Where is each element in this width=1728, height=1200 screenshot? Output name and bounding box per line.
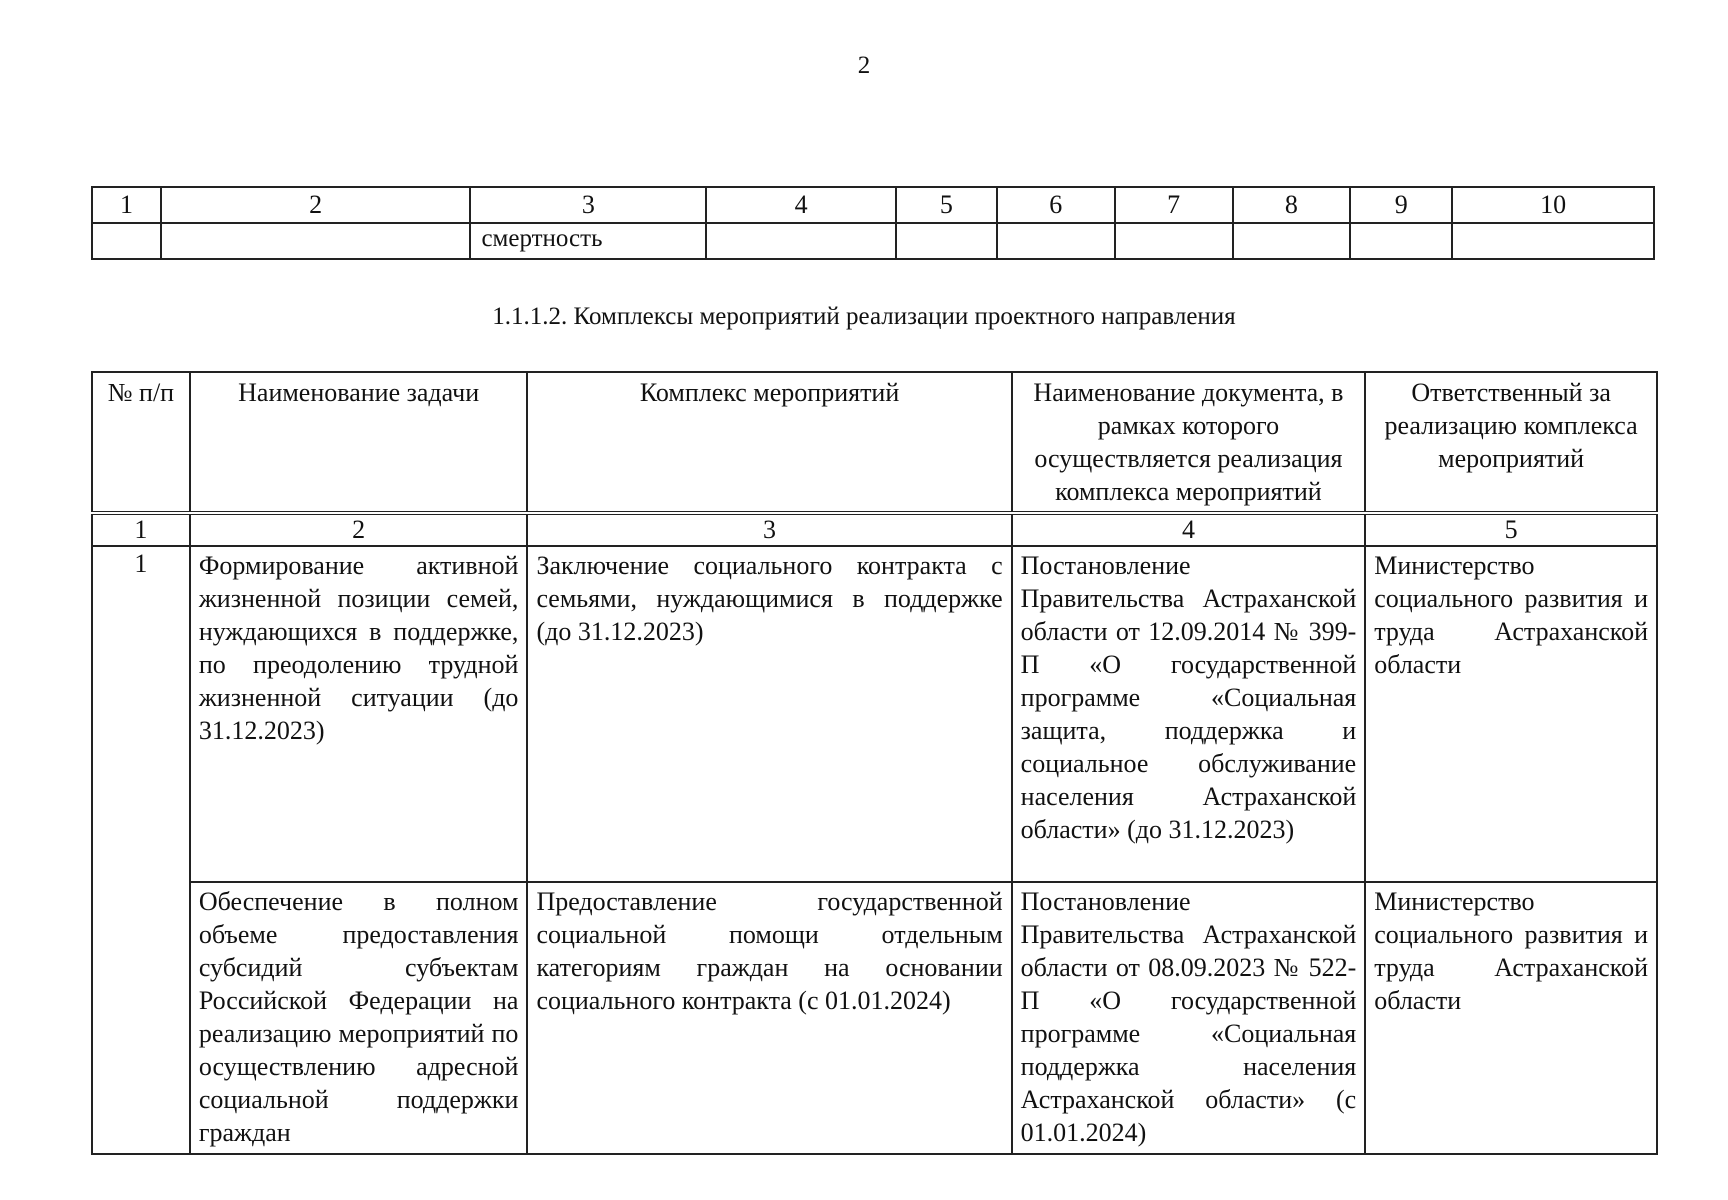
table-cell bbox=[161, 223, 471, 259]
header-complex: Комплекс мероприятий bbox=[527, 372, 1011, 513]
table-cell bbox=[1452, 223, 1654, 259]
column-number: 6 bbox=[997, 187, 1115, 223]
row-number bbox=[92, 882, 190, 1154]
document-cell: Постановление Правительства Астраханской области от 12.09.2014 № 399-П «О государственной программе «Социальная защита, поддержка и социальное обслуживание населения Астраханской области» (до 31.12.2023) bbox=[1012, 546, 1366, 882]
task-cell: Формирование активной жизненной позиции семей, нуждающихся в поддержке, по преодолению трудной жизненной ситуации (до 31.12.2023) bbox=[190, 546, 528, 882]
table-cell bbox=[997, 223, 1115, 259]
header-document: Наименование документа, в рамках которого осуществляется реализация комплекса мероприятий bbox=[1012, 372, 1366, 513]
table-cell bbox=[92, 223, 161, 259]
column-number: 5 bbox=[1365, 513, 1657, 546]
column-number: 4 bbox=[1012, 513, 1366, 546]
column-number-row bbox=[92, 513, 1657, 546]
table-cell bbox=[1233, 223, 1351, 259]
document-cell: Постановление Правительства Астраханской области от 08.09.2023 № 522-П «О государственной программе «Социальная поддержка населения Астраханской области» (с 01.01.2024) bbox=[1012, 882, 1366, 1154]
column-number: 8 bbox=[1233, 187, 1351, 223]
responsible-cell: Министерство социального развития и труда Астраханской области bbox=[1365, 546, 1657, 882]
table-cell bbox=[1115, 223, 1233, 259]
column-number: 1 bbox=[92, 187, 161, 223]
complex-cell: Заключение социального контракта с семьями, нуждающимися в поддержке (до 31.12.2023) bbox=[527, 546, 1011, 882]
table-cell bbox=[1350, 223, 1452, 259]
measures-table bbox=[91, 371, 1658, 1155]
page-number: 2 bbox=[857, 52, 871, 79]
header-number: № п/п bbox=[92, 372, 190, 513]
column-number: 2 bbox=[161, 187, 471, 223]
table-cell bbox=[896, 223, 997, 259]
continued-indicators-table bbox=[91, 186, 1655, 260]
task-cell: Обеспечение в полном объеме предоставления субсидий субъектам Российской Федерации на реализацию мероприятий по осуществлению адресной социальной поддержки граждан bbox=[190, 882, 528, 1154]
table-row bbox=[92, 882, 1657, 1154]
header-row bbox=[92, 372, 1657, 513]
section-title: 1.1.1.2. Комплексы мероприятий реализации проектного направления bbox=[492, 303, 1236, 330]
column-number: 5 bbox=[896, 187, 997, 223]
responsible-cell: Министерство социального развития и труда Астраханской области bbox=[1365, 882, 1657, 1154]
column-number: 2 bbox=[190, 513, 528, 546]
column-number-row bbox=[92, 187, 1654, 223]
header-task: Наименование задачи bbox=[190, 372, 528, 513]
table-cell bbox=[470, 223, 706, 259]
cell-text: смертность bbox=[481, 225, 603, 252]
column-number: 9 bbox=[1350, 187, 1452, 223]
header-responsible: Ответственный за реализацию комплекса мероприятий bbox=[1365, 372, 1657, 513]
column-number: 3 bbox=[470, 187, 706, 223]
column-number: 3 bbox=[527, 513, 1011, 546]
complex-cell: Предоставление государственной социальной помощи отдельным категориям граждан на основании социального контракта (с 01.01.2024) bbox=[527, 882, 1011, 1154]
row-number: 1 bbox=[92, 546, 190, 882]
column-number: 1 bbox=[92, 513, 190, 546]
table-row bbox=[92, 546, 1657, 882]
table-row bbox=[92, 223, 1654, 259]
table-cell bbox=[706, 223, 896, 259]
column-number: 10 bbox=[1452, 187, 1654, 223]
column-number: 7 bbox=[1115, 187, 1233, 223]
column-number: 4 bbox=[706, 187, 896, 223]
